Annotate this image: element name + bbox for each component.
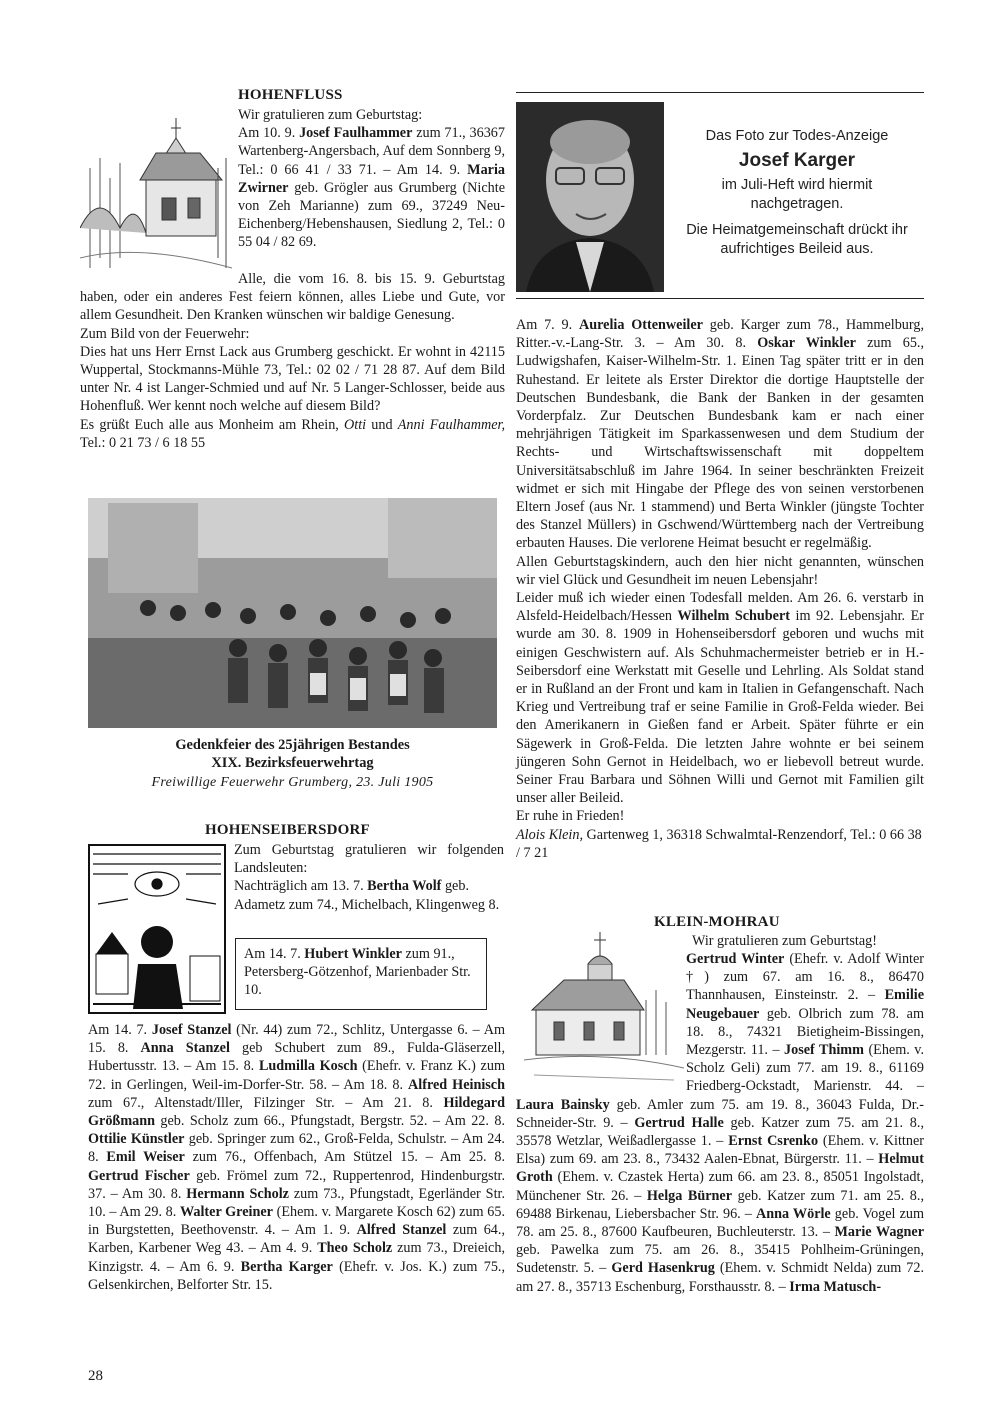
notice-line-3: Die Heimatgemeinschaft drückt ihr aufrichtiges Beileid aus. [686, 222, 908, 257]
person-name: Anna Wörle [755, 1205, 831, 1222]
right-column-text [516, 316, 924, 862]
caption-line-1: Gedenkfeier des 25jährigen Bestandes [175, 737, 410, 753]
page-number: 28 [88, 1368, 103, 1384]
caption-line-2: XIX. Bezirksfeuerwehrtag [211, 755, 374, 771]
klein-mohrau-intro: Wir gratulieren zum Geburtstag! [692, 933, 877, 949]
person-name: Alfred Stanzel [356, 1222, 447, 1239]
person-name: Irma Matusch- [789, 1278, 882, 1295]
hohenseibersdorf-list: Am 14. 7. Josef Stanzel (Nr. 44) zum 72., Schlitz, Untergasse 6. – Am 15. 8. Anna Stanzel geb Schubert zum 89., Fulda-Gläserzell, Hubertusstr. 13. – Am 15. 8. Ludmilla Kosch (Ehefr. v. Franz K.) zum 72. in Gerlingen, Weil-im-Dorfer-Str. 58. – Am 18. 8. Alfred Heinisch zum 67., Altenstadt/Iller, Filzinger Str. – Am 21. 8. Hildegard Größmann geb. Scholz zum 66., Pfungstadt, Bergstr. 52. – Am 22. 8. Ottilie Künstler geb. Springer zum 62., Groß-Felda, Schulstr. – Am 24. 8. Emil Weiser zum 76., Offenbach, Am Stützel 15. – Am 25. 8. Gertrud Fischer geb. Frömel zum 72., Ruppertenrod, Hindenburgstr. 37. – Am 30. 8. Hermann Scholz zum 73., Pfungstadt, Egerländer Str. 10. – Am 29. 8. Walter Greiner (Ehem. v. Margarete Kosch 62) zum 65. in Burgstetten, Beethovenstr. 4. – Am 1. 9. Alfred Stanzel zum 64., Karben, Karbener Weg 43. – Am 4. 9. Theo Scholz zum 73., Dreieich, Kinzigstr. 4. – Am 6. 9. Bertha Karger (Ehefr. v. Jos. K.) zum 75., Gelsenkirchen, Belforter Str. 15. [88, 1022, 506, 1293]
death-notice-text [670, 126, 924, 258]
person-name: Emil Weiser [106, 1149, 185, 1166]
fire-brigade-photo [88, 498, 497, 728]
hohenfluss-chapel-illustration [80, 108, 232, 280]
notice-bottom-rule [516, 298, 924, 299]
hubert-winkler-box: Am 14. 7. Hubert Winkler zum 91., Petersberg-Götzenhof, Marienbader Str. 10. [235, 938, 487, 1010]
notice-top-rule [516, 92, 924, 93]
hohenseibersdorf-intro: Zum Geburtstag gratulieren wir folgenden Landsleuten: [234, 842, 504, 877]
person-name: Gertrud Fischer [88, 1167, 190, 1184]
person-name: Gertrud Winter [686, 951, 785, 967]
portrait-photo [516, 102, 664, 292]
person-name: Laura Bainsky [516, 1096, 610, 1113]
person-name: Josef Thimm [784, 1042, 864, 1059]
hohenfluss-text-block [238, 106, 505, 252]
person-name: Hildegard Größmann [88, 1094, 505, 1130]
caption-line-3: Freiwillige Feuerwehr Grumberg, 23. Juli 1905 [151, 775, 434, 790]
person-name: Gertrud Halle [634, 1114, 724, 1131]
person-name: Ludmilla Kosch [258, 1058, 358, 1075]
person-name: Emilie Neugebauer [686, 987, 924, 1022]
person-name: Wilhelm Schubert [677, 608, 790, 625]
notice-name: Josef Karger [738, 150, 856, 171]
rest-in-peace: Er ruhe in Frieden! [516, 808, 625, 825]
notice-line-1: Das Foto zur Todes-Anzeige [705, 128, 889, 144]
person-name: Alfred Heinisch [408, 1076, 505, 1093]
josef-karger-portrait [516, 102, 664, 292]
person-name: Maria Zwirner [238, 161, 505, 196]
person-name: Hubert Winkler [304, 946, 402, 962]
person-name: Ottilie Künstler [88, 1131, 185, 1148]
person-name: Ernst Csrenko [728, 1133, 819, 1150]
hohenseibersdorf-woodcut [88, 844, 226, 1014]
klein-mohrau-list: Gertrud Winter (Ehefr. v. Adolf Winter †) zum 67. am 16. 8., 86470 Thannhausen, Einsteinstr. 2. – Emilie Neugebauer geb. Olbrich zum 78. am 18. 8., 74321 Bietigheim-Bissingen, Mezgerstr. 11. – Josef Thimm (Ehem. v. Scholz Geli) zum 77. am 19. 8., 61169 Friedberg-Ockstadt, Marienstr. 44. – Laura Bainsky geb. Amler zum 75. am 19. 8., 36043 Fulda, Dr.-Schneider-Str. 9. – Gertrud Halle geb. Katzer zum 75. am 21. 8., 35578 Wetzlar, Weißadlergasse 1. – Ernst Csrenko (Ehem. v. Kittner Elsa) zum 69. am 23. 8., 73432 Aalen-Ebnat, Bürgerstr. 11. – Helmut Groth (Ehem. v. Czastek Herta) zum 66. am 23. 8., 85051 Ingolstadt, Münchener Str. 26. – Helga Bürner geb. Katzer zum 71. am 25. 8., 69488 Birkenau, Liebersbacher Str. 96. – Anna Wörle geb. Vogel zum 78. am 25. 8., 87600 Kaufbeuren, Buchleuterstr. 13. – Marie Wagner geb. Pawelka zum 75. am 26. 8., 35415 Pohlheim-Grüningen, Sudetenstr. 5. – Gerd Hasenkrug (Ehem. v. Schmidt Nelda) zum 72. am 27. 8., 35713 Eschenburg, Forsthausstr. 8. – Irma Matusch- [516, 951, 925, 1295]
person-name: Anna Stanzel [140, 1040, 230, 1057]
chapel-sketch [80, 108, 232, 280]
hohenfluss-wishes: Alle, die vom 16. 8. bis 15. 9. Geburtstag haben, oder ein anderes Fest feiern können, alles Liebe und Gute, vor allem Gesundheit. Den Kranken wünschen wir baldige Genesung. [80, 271, 505, 324]
hohenseibersdorf-heading: HOHENSEIBERSDORF [205, 822, 370, 838]
hohenseibersdorf-belated: Nachträglich am 13. 7. Bertha Wolf geb. Adametz zum 74., Michelbach, Klingenweg 8. [234, 878, 500, 913]
hohenfluss-greeting: Es grüßt Euch alle aus Monheim am Rhein, Otti und Anni Faulhammer, Tel.: 0 21 73 / 6 18 55 [80, 416, 506, 451]
person-name: Josef Stanzel [151, 1022, 232, 1038]
hohenseibersdorf-intro-block [234, 841, 504, 914]
ottenweiler-winkler-entry: Am 7. 9. Aurelia Ottenweiler geb. Karger zum 78., Hammelburg, Ritter.-v.-Lang-Str. 3. – Am 30. 8. Oskar Winkler zum 65., Ludwigshafen, Kaiser-Wilhelm-Str. 1. Einen Tag später tritt er in den Ruhestand. Er leitete als Erster Direktor die dortige Hauptstelle der Deutschen Bundesbank, die Bank der Banken in der gesamten Vorderpfalz. Zur Deutschen Bundesbank kam er nach einer mehrjährigen Tätigkeit im Sparkassenwesen und dem Studium der Rechts- und Wirtschaftswissenschaft mit doppeltem Universitätsabschluß im Jahre 1964. In seiner beschränkten Freizeit widmet er sich mit Hingabe der Pflege des von seinen verstorbenen Eltern Josef (aus Nr. 1 stammend) und Berta Winkler (jüngste Tochter des Stanzel Müllers) in Gschwend/Württemberg nach der Vertreibung erbauten Hauses. Die verlorene Heimat besucht er regelmäßig. [516, 317, 925, 552]
person-name: Marie Wagner [834, 1224, 924, 1241]
crowd-photo-illustration [88, 498, 497, 728]
person-name: Walter Greiner [179, 1204, 273, 1221]
person-name: Bertha Wolf [367, 878, 442, 895]
person-name: Josef Faulhammer [299, 125, 413, 142]
person-name: Hermann Scholz [186, 1185, 289, 1202]
person-name: Aurelia Ottenweiler [578, 317, 703, 333]
hohenfluss-photo-note: Dies hat uns Herr Ernst Lack aus Grumberg geschickt. Er wohnt in 42115 Wuppertal, Stockmanns-Mühle 73, Tel.: 02 02 / 71 28 87. Auf dem Bild unter Nr. 4 ist Langer-Schmied und auf Nr. 5 Langer-Schlosser, beide aus Hohenfluß. Wer kennt noch welche auf diesem Bild? [80, 343, 505, 415]
person-name: Oskar Winkler [757, 335, 856, 352]
person-name: Helga Bürner [646, 1187, 733, 1204]
person-name: Helmut Groth [516, 1151, 924, 1186]
person-name: Theo Scholz [317, 1240, 393, 1257]
hohenfluss-text-continued [80, 270, 505, 452]
hohenfluss-birthdays: Am 10. 9. Josef Faulhammer zum 71., 36367 Wartenberg-Angersbach, Auf dem Sonnberg 9, Tel.: 0 66 41 / 33 71. – Am 14. 9. Maria Zwirner geb. Grögler aus Grumberg (Nichte von Zeh Marianne) zum 69., 37249 Neu-Eichenberg/Hebenshausen, Siedlung 2, Tel.: 0 55 04 / 82 69. [238, 125, 505, 251]
author-signature: Alois Klein, Gartenweg 1, 36318 Schwalmtal-Renzendorf, Tel.: 0 66 38 / 7 21 [516, 826, 922, 861]
notice-line-2: im Juli-Heft wird hiermit nachgetragen. [721, 177, 873, 212]
hohenfluss-heading: HOHENFLUSS [238, 87, 343, 103]
obituary-schubert: Leider muß ich wieder einen Todesfall melden. Am 26. 6. verstarb in Alsfeld-Heidelbach/Hessen Wilhelm Schubert im 92. Lebensjahr. Er wurde am 30. 8. 1909 in Hohenseibersdorf geboren und wuchs mit einigen Geschwistern auf. Als Schuhmachermeister betrieb er in H.-Seibersdorf eine Werkstatt mit Geselle und Lehrling. Als Soldat stand er in Rußland an der Front und kam in Italien in Gefangenschaft. Nach Krieg und Vertreibung traf er seine Familie in Groß-Felda wieder. Bei den Amerikanern in Gießen fand er Arbeit. Später führte er ein Sägewerk in Groß-Felda. Die letzten Jahre wohnte er bei seinem jüngeren Sohn Gernot in Heidelbach, wo er liebevoll betreut wurde. Seiner Frau Barbara und Söhnen Willi und Gernot mit Familien gilt unser aller Beileid. [516, 590, 924, 807]
hohenfluss-photo-note-heading: Zum Bild von der Feuerwehr: [80, 325, 250, 342]
klein-mohrau-heading: KLEIN-MOHRAU [654, 914, 780, 930]
person-name: Gerd Hasenkrug [611, 1260, 715, 1277]
person-name: Bertha Karger [240, 1258, 333, 1275]
hohenfluss-intro: Wir gratulieren zum Geburtstag: [238, 107, 423, 123]
fire-brigade-caption [80, 736, 505, 794]
woodcut-illustration [88, 844, 226, 1014]
birthday-wishes: Allen Geburtstagskindern, auch den hier nicht genannten, wünschen wir viel Glück und Gesundheit im neuen Lebensjahr! [516, 553, 924, 588]
